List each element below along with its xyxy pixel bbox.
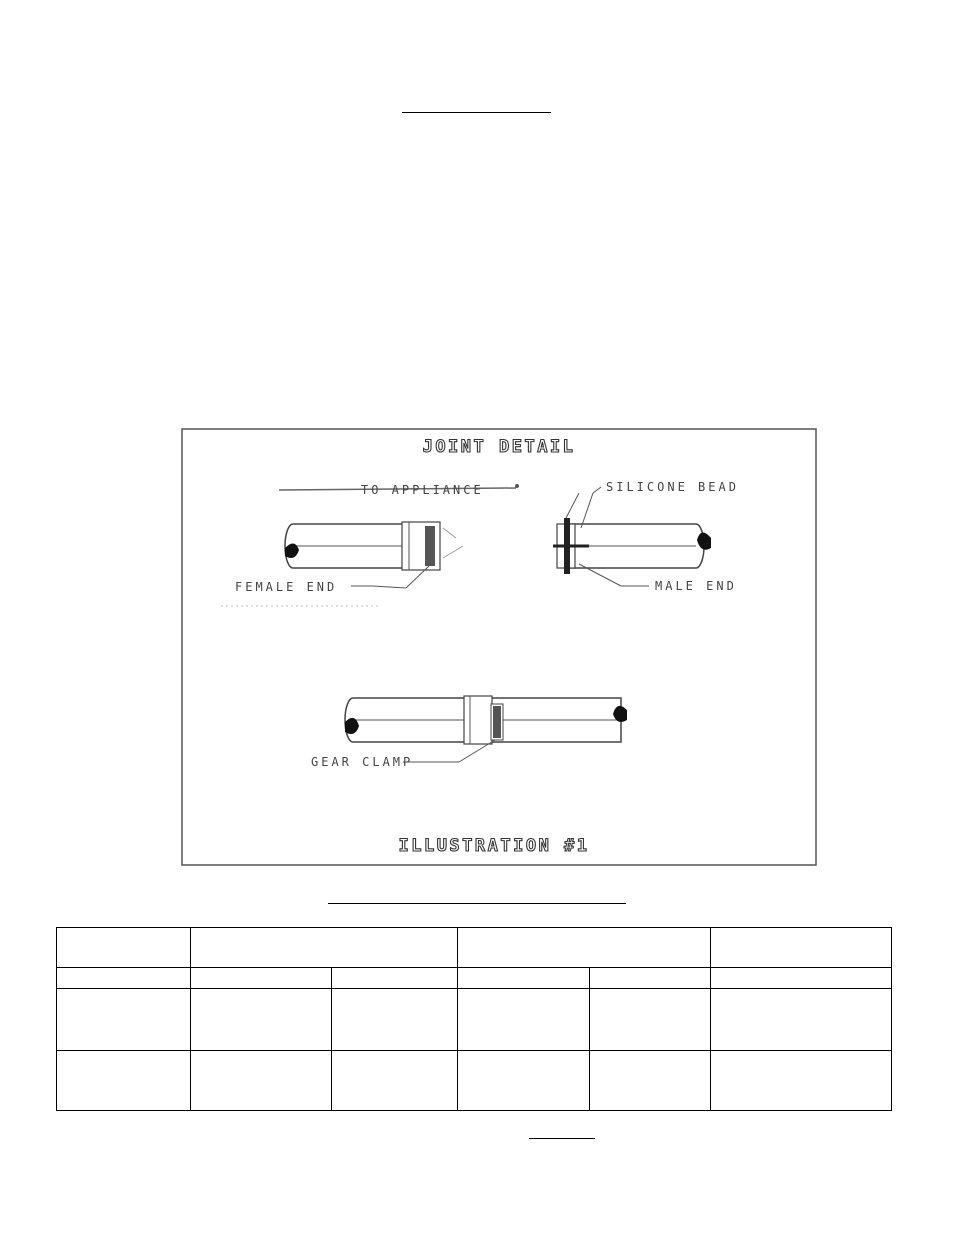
table-cell (332, 1051, 458, 1111)
heading-underline-table (328, 903, 626, 904)
male-end-label: MALE END (655, 579, 737, 593)
to-appliance-label: TO APPLIANCE (361, 483, 484, 497)
table-subheader-row (57, 968, 892, 989)
table-cell (711, 1051, 892, 1111)
female-end-label: FEMALE END (235, 580, 338, 594)
table-cell (332, 989, 458, 1051)
silicone-bead-label: SILICONE BEAD (606, 480, 739, 494)
table-cell (191, 989, 332, 1051)
table-cell (458, 968, 590, 989)
table-cell (57, 968, 191, 989)
table-cell (57, 989, 191, 1051)
table-cell (191, 928, 458, 968)
table-cell (590, 989, 711, 1051)
table-header-row (57, 928, 892, 968)
table-row (57, 989, 892, 1051)
heading-underline-bottom (529, 1138, 595, 1139)
table-cell (711, 928, 892, 968)
table-row (57, 1051, 892, 1111)
illustration-caption: ILLUSTRATION #1 (398, 836, 590, 856)
table-cell (711, 968, 892, 989)
table-cell (57, 928, 191, 968)
table-cell (191, 968, 332, 989)
table-cell (458, 928, 711, 968)
table-cell (458, 989, 590, 1051)
illustration-title: JOINT DETAIL (422, 437, 576, 457)
heading-underline-top (402, 112, 551, 113)
table-cell (57, 1051, 191, 1111)
table-cell (711, 989, 892, 1051)
gear-clamp-label: GEAR CLAMP (311, 755, 414, 769)
table-cell (332, 968, 458, 989)
table-cell (590, 968, 711, 989)
table-cell (458, 1051, 590, 1111)
joint-detail-illustration (181, 428, 817, 866)
table-cell (191, 1051, 332, 1111)
table-cell (590, 1051, 711, 1111)
specification-table (56, 927, 892, 1111)
